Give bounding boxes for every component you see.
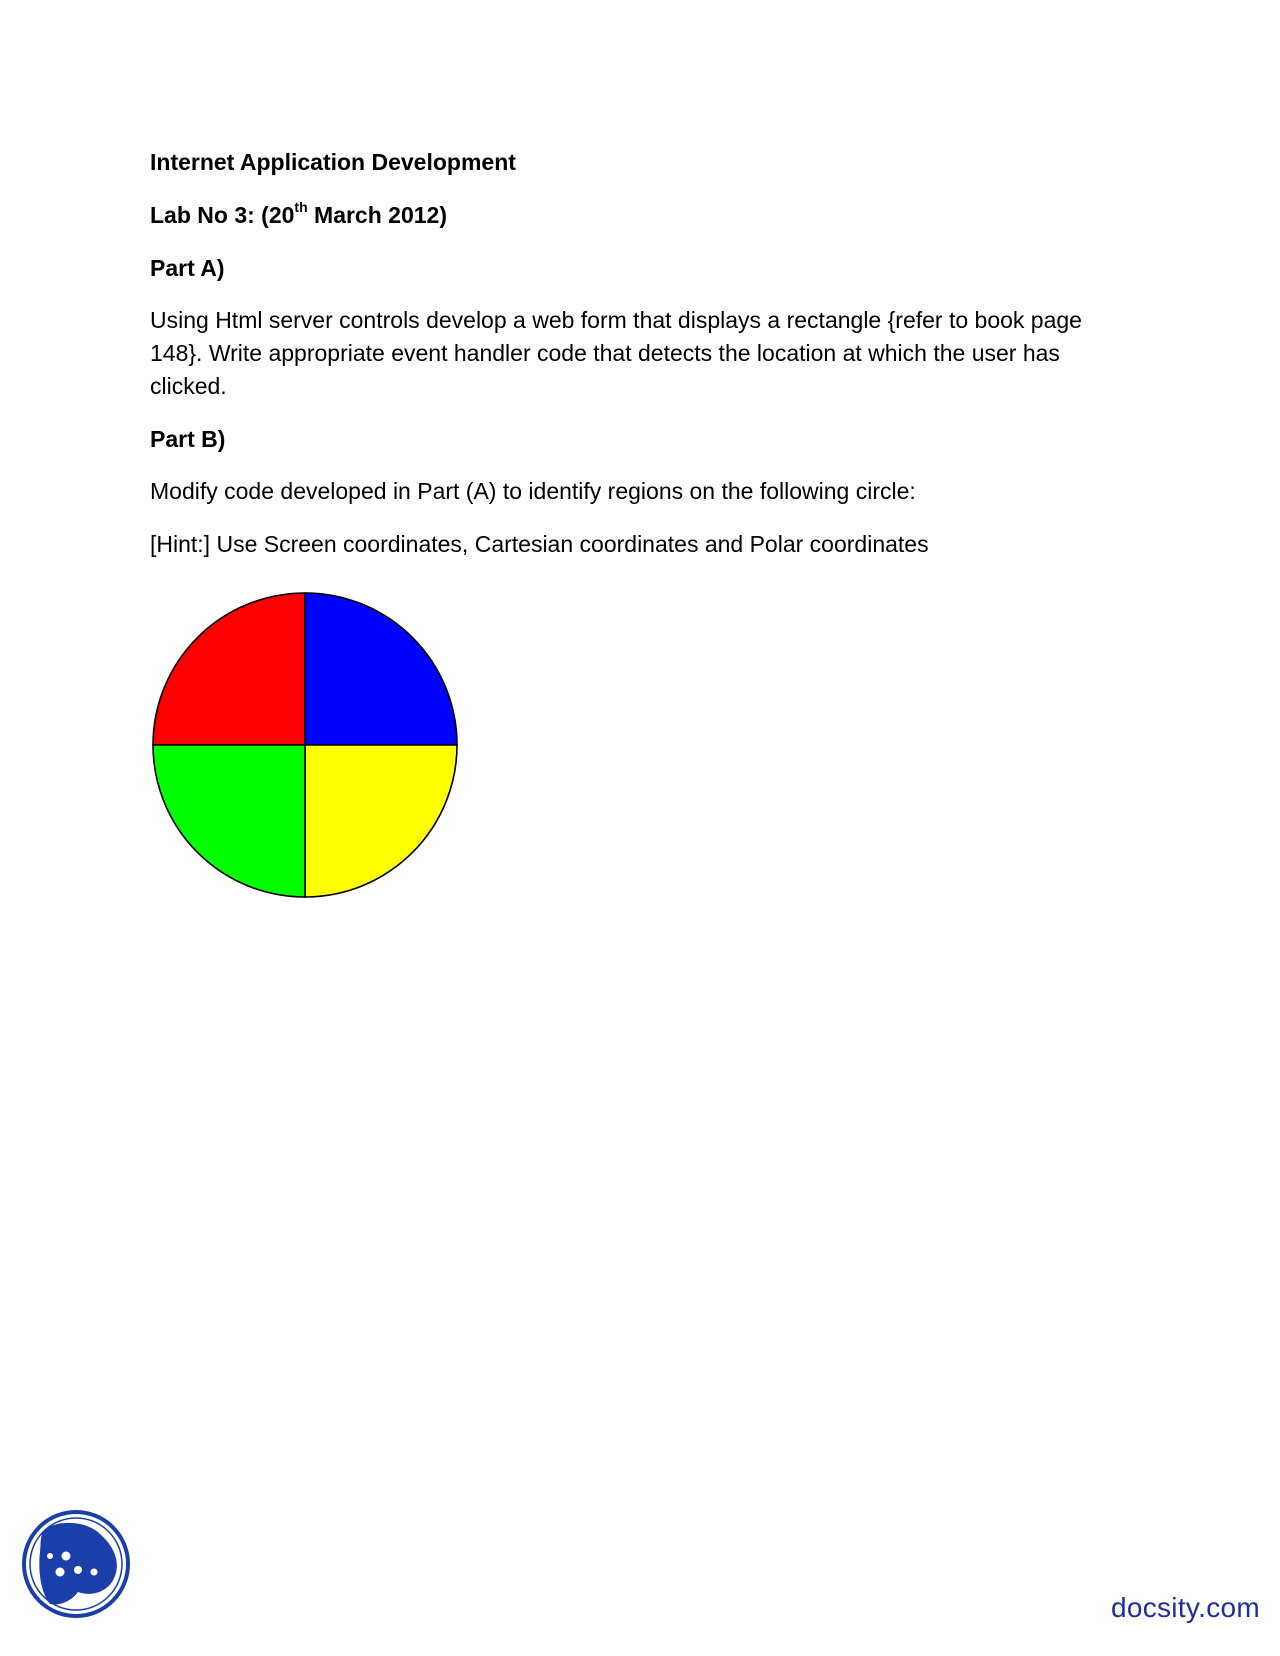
part-b-body: Modify code developed in Part (A) to identify regions on the following circle: — [150, 478, 916, 504]
docsity-logo-icon — [20, 1508, 132, 1620]
document-title: Internet Application Development — [150, 149, 516, 175]
part-b-heading: Part B) — [150, 426, 226, 452]
quadrant-top-right — [305, 593, 457, 745]
docsity-brand-link[interactable]: docsity.com — [1110, 1592, 1260, 1623]
part-a-body: Using Html server controls develop a web form that displays a rectangle {refer to book page 148}. Write appropriate event handler code that detects the location at which the user has clicked. — [150, 307, 1082, 399]
quadrant-circle — [150, 590, 460, 900]
part-b-hint: [Hint:] Use Screen coordinates, Cartesian coordinates and Polar coordinates — [150, 531, 929, 557]
quadrant-bottom-right — [305, 745, 457, 897]
quadrant-bottom-left — [153, 745, 305, 897]
lab-heading-prefix: Lab No 3: (20 — [150, 202, 295, 228]
quadrant-circle-svg — [150, 590, 460, 900]
part-a-heading: Part A) — [150, 255, 225, 281]
lab-heading-suffix: March 2012) — [307, 202, 447, 228]
lab-heading — [150, 199, 1130, 232]
document-body — [150, 146, 1130, 561]
lab-heading-sup: th — [294, 199, 308, 216]
quadrant-top-left — [153, 593, 305, 745]
